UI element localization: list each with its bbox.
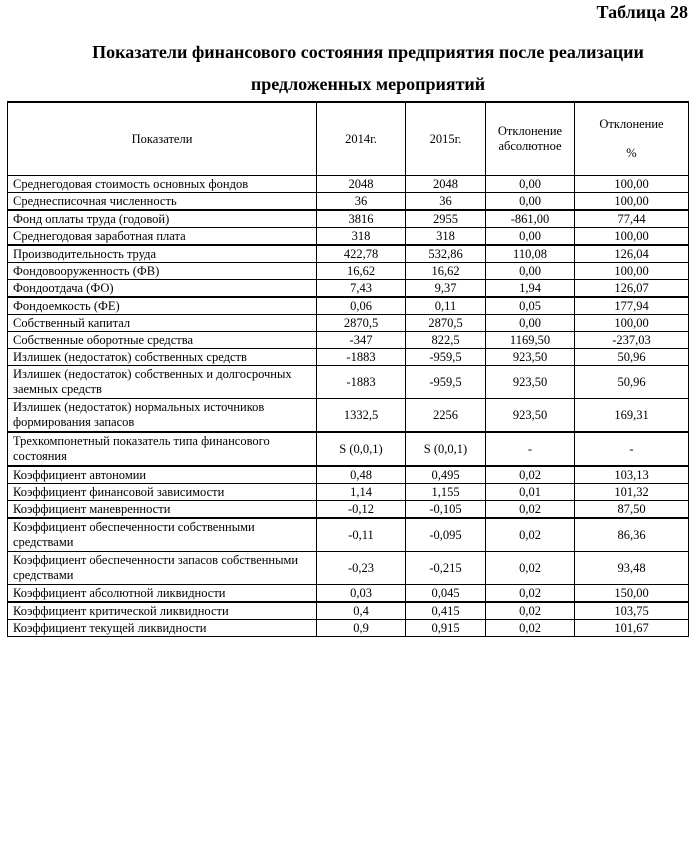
title-line-1: Показатели финансового состояния предприятия после реализации <box>92 42 644 62</box>
row-abs-deviation: 0,02 <box>486 501 575 519</box>
table-row <box>8 297 689 315</box>
row-value-2014: 422,78 <box>317 245 406 263</box>
row-abs-deviation: 0,00 <box>486 228 575 246</box>
header-indicator: Показатели <box>8 102 317 176</box>
row-value-2015: 2870,5 <box>406 315 486 332</box>
row-indicator-name: Коэффициент обеспеченности собственными средствами <box>8 518 317 552</box>
row-value-2014: 0,4 <box>317 602 406 620</box>
row-indicator-name: Излишек (недостаток) нормальных источников формирования запасов <box>8 399 317 433</box>
table-row <box>8 263 689 280</box>
header-row <box>8 102 689 176</box>
table-row <box>8 466 689 484</box>
table-number: Таблица 28 <box>596 2 688 22</box>
table-row <box>8 501 689 519</box>
row-abs-deviation: 0,00 <box>486 315 575 332</box>
row-value-2015: -0,215 <box>406 552 486 585</box>
row-abs-deviation: 0,02 <box>486 518 575 552</box>
row-value-2014: S (0,0,1) <box>317 432 406 466</box>
row-indicator-name: Производительность труда <box>8 245 317 263</box>
row-abs-deviation: 110,08 <box>486 245 575 263</box>
table-row <box>8 332 689 349</box>
row-pct-deviation: 77,44 <box>575 210 689 228</box>
row-abs-deviation: 0,00 <box>486 263 575 280</box>
header-2014: 2014г. <box>317 102 406 176</box>
row-abs-deviation: 923,50 <box>486 366 575 399</box>
row-pct-deviation: 101,32 <box>575 484 689 501</box>
row-pct-deviation: 100,00 <box>575 228 689 246</box>
row-indicator-name: Фондовооруженность (ФВ) <box>8 263 317 280</box>
row-value-2015: 0,495 <box>406 466 486 484</box>
row-value-2015: 0,045 <box>406 585 486 603</box>
row-pct-deviation: 103,75 <box>575 602 689 620</box>
row-value-2014: 16,62 <box>317 263 406 280</box>
row-value-2014: -1883 <box>317 349 406 366</box>
row-indicator-name: Собственный капитал <box>8 315 317 332</box>
row-indicator-name: Фондоемкость (ФЕ) <box>8 297 317 315</box>
row-pct-deviation: 150,00 <box>575 585 689 603</box>
row-value-2015: -0,105 <box>406 501 486 519</box>
table-row <box>8 193 689 211</box>
row-abs-deviation: 0,01 <box>486 484 575 501</box>
row-value-2015: 532,86 <box>406 245 486 263</box>
table-row <box>8 399 689 433</box>
table-row <box>8 349 689 366</box>
row-pct-deviation: 169,31 <box>575 399 689 433</box>
row-value-2014: 36 <box>317 193 406 211</box>
row-value-2015: 0,915 <box>406 620 486 637</box>
table-row <box>8 484 689 501</box>
row-indicator-name: Коэффициент абсолютной ликвидности <box>8 585 317 603</box>
table-row <box>8 366 689 399</box>
row-abs-deviation: 0,02 <box>486 585 575 603</box>
financial-indicators-table <box>7 101 689 637</box>
row-pct-deviation: 87,50 <box>575 501 689 519</box>
row-value-2014: -0,23 <box>317 552 406 585</box>
row-value-2015: 2048 <box>406 176 486 193</box>
row-value-2015: 0,415 <box>406 602 486 620</box>
row-value-2014: -0,11 <box>317 518 406 552</box>
row-value-2015: 0,11 <box>406 297 486 315</box>
row-value-2014: 3816 <box>317 210 406 228</box>
row-value-2015: 16,62 <box>406 263 486 280</box>
row-abs-deviation: 0,02 <box>486 466 575 484</box>
row-value-2015: -959,5 <box>406 349 486 366</box>
row-pct-deviation: 100,00 <box>575 176 689 193</box>
row-abs-deviation: 0,05 <box>486 297 575 315</box>
row-indicator-name: Трехкомпонетный показатель типа финансового состояния <box>8 432 317 466</box>
row-indicator-name: Излишек (недостаток) собственных и долгосрочных заемных средств <box>8 366 317 399</box>
header-pct-sign: % <box>626 146 637 160</box>
row-abs-deviation: 1,94 <box>486 280 575 298</box>
row-abs-deviation: 1169,50 <box>486 332 575 349</box>
row-value-2015: 2955 <box>406 210 486 228</box>
row-pct-deviation: - <box>575 432 689 466</box>
row-indicator-name: Среднесписочная численность <box>8 193 317 211</box>
row-value-2015: -959,5 <box>406 366 486 399</box>
table-row <box>8 176 689 193</box>
row-indicator-name: Коэффициент маневренности <box>8 501 317 519</box>
row-indicator-name: Излишек (недостаток) собственных средств <box>8 349 317 366</box>
row-indicator-name: Коэффициент финансовой зависимости <box>8 484 317 501</box>
row-abs-deviation: 923,50 <box>486 349 575 366</box>
row-value-2015: 1,155 <box>406 484 486 501</box>
row-value-2014: 0,03 <box>317 585 406 603</box>
row-indicator-name: Собственные оборотные средства <box>8 332 317 349</box>
row-value-2014: 2870,5 <box>317 315 406 332</box>
table-row <box>8 210 689 228</box>
table-row <box>8 602 689 620</box>
row-value-2015: 9,37 <box>406 280 486 298</box>
row-value-2014: 1,14 <box>317 484 406 501</box>
row-value-2015: S (0,0,1) <box>406 432 486 466</box>
row-pct-deviation: 126,04 <box>575 245 689 263</box>
row-indicator-name: Фонд оплаты труда (годовой) <box>8 210 317 228</box>
table-row <box>8 432 689 466</box>
row-indicator-name: Среднегодовая заработная плата <box>8 228 317 246</box>
row-abs-deviation: 0,00 <box>486 193 575 211</box>
row-indicator-name: Коэффициент текущей ликвидности <box>8 620 317 637</box>
table-row <box>8 518 689 552</box>
row-pct-deviation: 100,00 <box>575 193 689 211</box>
row-pct-deviation: 86,36 <box>575 518 689 552</box>
row-abs-deviation: 0,02 <box>486 552 575 585</box>
row-abs-deviation: - <box>486 432 575 466</box>
row-indicator-name: Коэффициент критической ликвидности <box>8 602 317 620</box>
row-abs-deviation: 0,02 <box>486 620 575 637</box>
row-indicator-name: Фондоотдача (ФО) <box>8 280 317 298</box>
row-value-2015: 2256 <box>406 399 486 433</box>
row-abs-deviation: 923,50 <box>486 399 575 433</box>
header-pct-label: Отклонение <box>599 117 664 131</box>
row-value-2015: -0,095 <box>406 518 486 552</box>
row-pct-deviation: -237,03 <box>575 332 689 349</box>
row-pct-deviation: 50,96 <box>575 366 689 399</box>
row-value-2015: 36 <box>406 193 486 211</box>
row-value-2015: 822,5 <box>406 332 486 349</box>
row-indicator-name: Коэффициент автономии <box>8 466 317 484</box>
row-abs-deviation: -861,00 <box>486 210 575 228</box>
table-row <box>8 620 689 637</box>
row-pct-deviation: 100,00 <box>575 263 689 280</box>
row-pct-deviation: 126,07 <box>575 280 689 298</box>
row-value-2014: 0,9 <box>317 620 406 637</box>
table-row <box>8 552 689 585</box>
table-row <box>8 245 689 263</box>
row-value-2014: -1883 <box>317 366 406 399</box>
row-value-2015: 318 <box>406 228 486 246</box>
table-title <box>60 36 676 100</box>
header-pct-deviation <box>575 102 689 176</box>
row-indicator-name: Коэффициент обеспеченности запасов собственными средствами <box>8 552 317 585</box>
row-indicator-name: Среднегодовая стоимость основных фондов <box>8 176 317 193</box>
row-value-2014: 0,06 <box>317 297 406 315</box>
row-abs-deviation: 0,02 <box>486 602 575 620</box>
title-line-2: предложенных мероприятий <box>250 74 486 94</box>
row-value-2014: 0,48 <box>317 466 406 484</box>
row-abs-deviation: 0,00 <box>486 176 575 193</box>
table-row <box>8 280 689 298</box>
table-row <box>8 228 689 246</box>
row-value-2014: 318 <box>317 228 406 246</box>
table-row <box>8 585 689 603</box>
row-value-2014: -0,12 <box>317 501 406 519</box>
header-2015: 2015г. <box>406 102 486 176</box>
row-pct-deviation: 103,13 <box>575 466 689 484</box>
table-row <box>8 315 689 332</box>
row-pct-deviation: 177,94 <box>575 297 689 315</box>
row-value-2014: 7,43 <box>317 280 406 298</box>
row-value-2014: -347 <box>317 332 406 349</box>
header-abs-deviation: Отклонение абсолютное <box>486 102 575 176</box>
row-pct-deviation: 93,48 <box>575 552 689 585</box>
row-value-2014: 2048 <box>317 176 406 193</box>
row-pct-deviation: 100,00 <box>575 315 689 332</box>
row-pct-deviation: 101,67 <box>575 620 689 637</box>
row-value-2014: 1332,5 <box>317 399 406 433</box>
row-pct-deviation: 50,96 <box>575 349 689 366</box>
